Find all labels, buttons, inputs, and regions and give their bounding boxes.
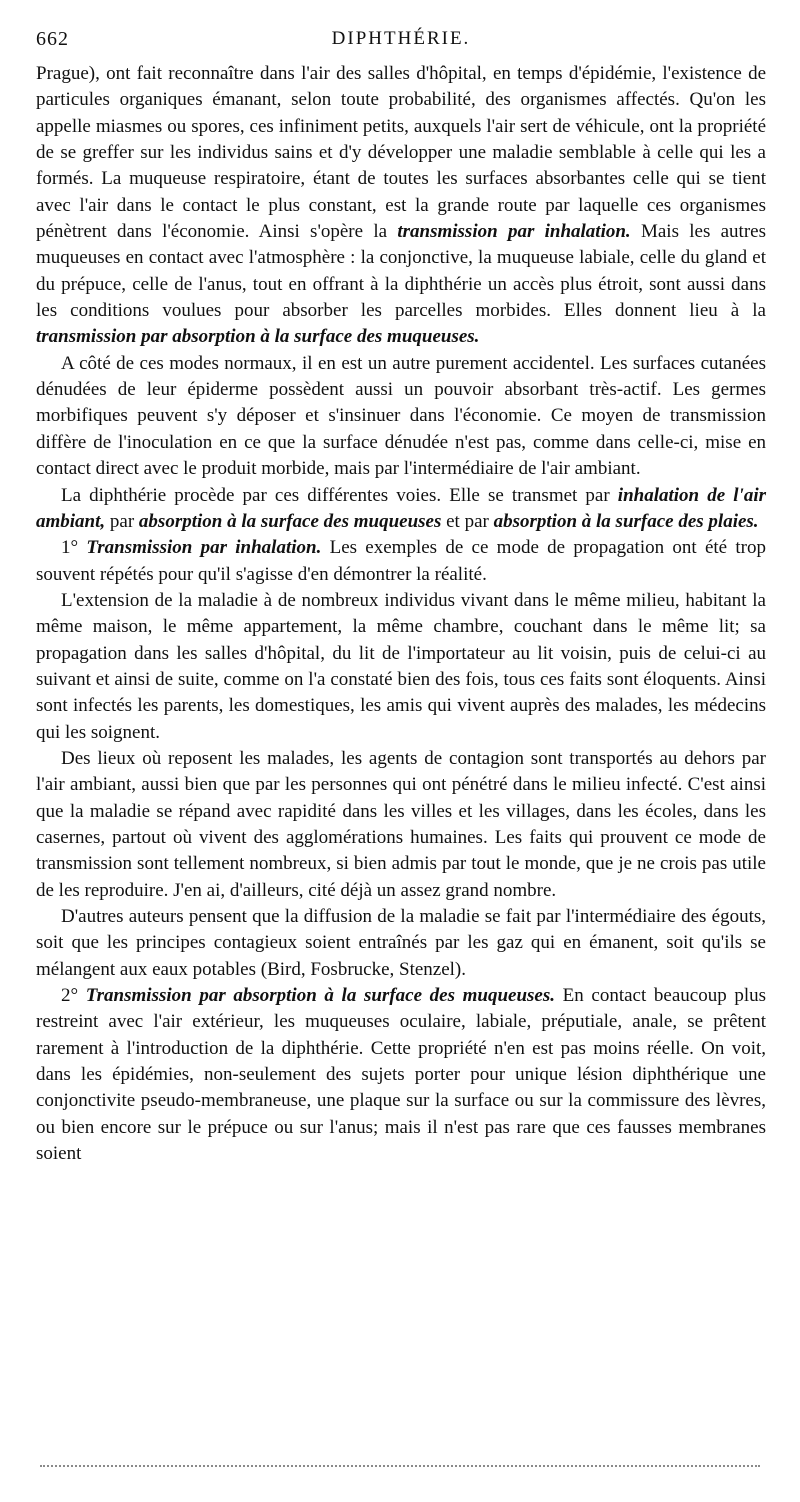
text-run: Les exemples de ce mode de propagation ont été trop souvent répétés pour qu'il s'agisse d'en démontrer la réalité. xyxy=(36,537,766,585)
paragraph xyxy=(36,535,766,588)
emphasized-text: absorption à la surface des plaies. xyxy=(493,510,759,532)
text-run: Des lieux où reposent les malades, les agents de contagion sont transportés au dehors par l'air ambiant, aussi bien que par les personnes qui ont pénétré dans le milieu infecté. C'est ainsi que la maladie se répand avec rapidité dans les villes et les villages, dans les écoles, dans les casernes, partout où vivent des agglomérations humaines. Les faits qui prouvent ce mode de transmission sont tellement nombreux, si bien admis par tout le monde, que je ne crois pas utile de les reproduire. J'en ai, d'ailleurs, cité déjà un assez grand nombre. xyxy=(36,747,766,901)
text-run: 2° xyxy=(61,985,86,1007)
text-run: 1° xyxy=(61,537,87,559)
text-run: Mais les autres muqueuses en contact avec l'atmosphère : la conjonctive, la muqueuse labiale, celle du gland et du prépuce, celle de l'anus, tout en offrant à la diphthérie un accès plus étroit, sont aussi dans les conditions voulues pour absorber les parcelles morbides. Elles donnent lieu à la xyxy=(36,221,766,322)
body-text xyxy=(36,61,766,1167)
text-run: La diphthérie procède par ces différentes voies. Elle se transmet par xyxy=(61,484,618,506)
text-run: D'autres auteurs pensent que la diffusion de la maladie se fait par l'intermédiaire des égouts, soit que les principes contagieux soient entraînés par les gaz qui en émanent, soit qu'ils se mélangent aux eaux potables (Bird, Fosbrucke, Stenzel). xyxy=(36,906,766,980)
text-run: En contact beaucoup plus restreint avec l'air extérieur, les muqueuses oculaire, labiale, préputiale, anale, se prêtent rarement à l'introduction de la diphthérie. Cette propriété n'en est pas moins réelle. On voit, dans les épidémies, non-seulement des sujets porter pour unique lésion diphthérique une conjonctivite pseudo-membraneuse, une plaque sur la surface ou sur la commissure des lèvres, ou bien encore sur le prépuce ou sur l'anus; mais il n'est pas rare que ces fausses membranes soient xyxy=(36,985,767,1165)
paragraph xyxy=(36,61,766,351)
paragraph xyxy=(36,746,766,904)
emphasized-text: Transmission par inhalation. xyxy=(86,537,322,559)
paragraph xyxy=(36,483,766,536)
text-run: A côté de ces modes normaux, il en est un autre purement accidentel. Les surfaces cutanées dénudées de leur épiderme possèdent aussi un pouvoir absorbant très-actif. Les germes morbifiques peuvent s'y déposer et s'insinuer dans l'économie. Ce moyen de transmission diffère de l'inoculation en ce que la surface dénudée n'est pas, comme dans celle-ci, mise en contact direct avec le produit morbide, mais par l'intermédiaire de l'air ambiant. xyxy=(36,352,766,480)
emphasized-text: Transmission par absorption à la surface des muqueuses. xyxy=(85,985,556,1007)
text-run: Prague), ont fait reconnaître dans l'air des salles d'hôpital, en temps d'épidémie, l'existence de particules organiques émanant, selon toute probabilité, des organismes affectés. Qu'on les appelle miasmes ou spores, ces infiniment petits, auxquels l'air sert de véhicule, ont la propriété de se greffer sur les individus sains et d'y développer une maladie semblable à celle qui les a formés. La muqueuse respiratoire, étant de toutes les surfaces absorbantes celle qui se tient avec l'air dans le contact le plus constant, est la grande route par laquelle ces organismes pénètrent dans l'économie. Ainsi s'opère la xyxy=(36,63,766,243)
footer-dotted-rule xyxy=(40,1465,760,1467)
emphasized-text: absorption à la surface des muqueuses xyxy=(138,510,442,532)
paragraph xyxy=(36,904,766,983)
text-run: L'extension de la maladie à de nombreux individus vivant dans le même milieu, habitant la même maison, le même appartement, la même chambre, couchant dans le même lit; sa propagation dans les salles d'hôpital, du lit de l'importateur au lit voisin, puis de celui-ci au suivant et ainsi de suite, comme on l'a constaté bien des fois, tous ces faits sont éloquents. Ainsi sont infectés les parents, les domestiques, les amis qui vivent auprès des malades, les médecins qui les soignent. xyxy=(36,589,766,743)
paragraph xyxy=(36,351,766,483)
emphasized-text: transmission par inhalation. xyxy=(397,221,631,243)
running-title: DIPHTHÉRIE. xyxy=(331,28,471,49)
paragraph xyxy=(36,588,766,746)
emphasized-text: transmission par absorption à la surface des muqueuses. xyxy=(36,326,480,348)
emphasized-text: inhalation de l'air ambiant, xyxy=(36,484,766,532)
text-run: par xyxy=(105,510,139,532)
text-run: et par xyxy=(441,510,494,532)
page-header xyxy=(36,28,766,62)
paragraph xyxy=(36,983,766,1167)
page-number: 662 xyxy=(36,28,69,50)
